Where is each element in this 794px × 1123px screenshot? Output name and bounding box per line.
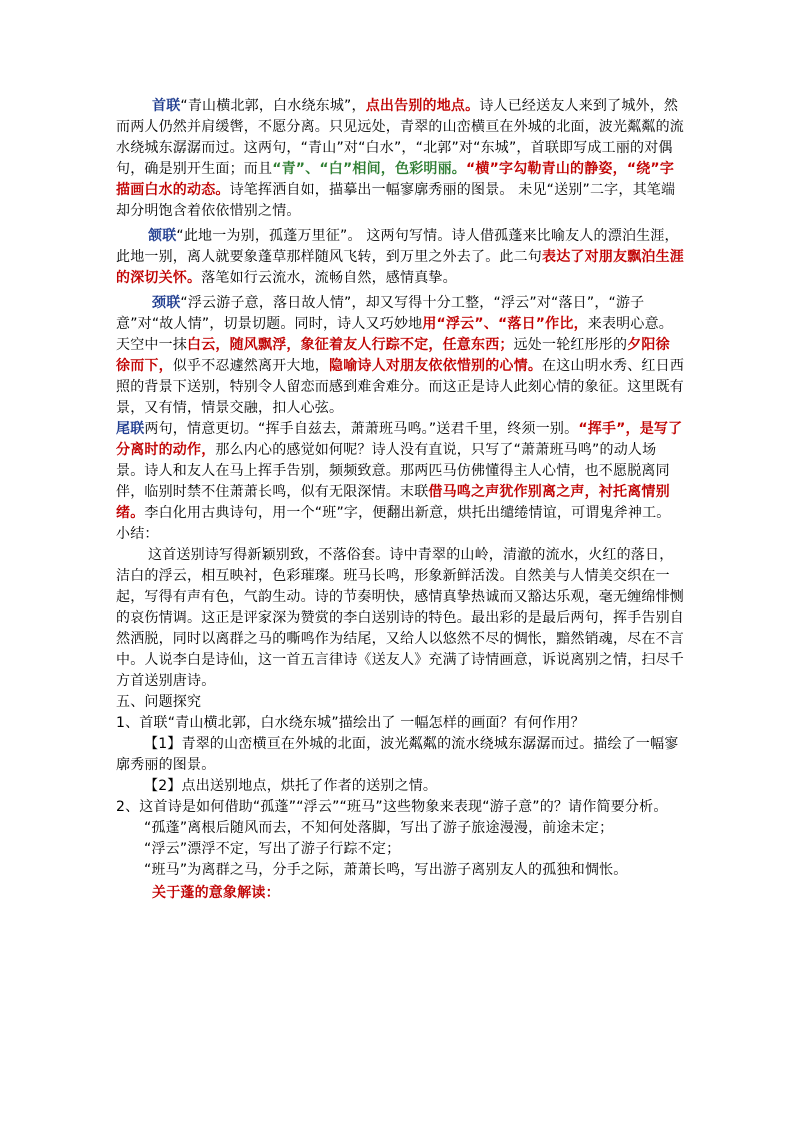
text: 诗笔挥洒自如，描摹出一幅寥廓秀丽的图景。 未见“送别”二字，其笔端却分明饱含着依依惜别之情。 — [116, 182, 676, 219]
highlight: 隐喻诗人对朋友依依惜别的心情。 — [329, 358, 543, 374]
text: 在这山明水秀、红日西照的背景下送别，特别令人留恋而感到难舍难分。而这正是诗人此刻心情的象征。这里既有景，又有情，情景交融，扣人心弦。 — [116, 358, 685, 416]
section-title: 五、问题探究 — [116, 694, 202, 710]
text: 来表明心意。天空中一抹 — [116, 316, 673, 353]
answer-2-1: “孤蓬”离根后随风而去，不知何处落脚，写出了游子旅途漫漫，前途未定； — [144, 820, 614, 836]
label-jinglian: 颈联 — [152, 295, 181, 311]
answer-1-1: 【1】青翠的山峦横亘在外城的北面，波光粼粼的流水绕城东潺潺而过。描绘了一幅寥廓秀丽的图景。 — [116, 736, 679, 773]
text: 落笔如行云流水，流畅自然，感情真挚。 — [201, 270, 457, 286]
highlight: “横”字勾勒青山的静姿，“绕”字描画白水的动态。 — [116, 161, 675, 198]
label-weilian: 尾联 — [116, 421, 145, 437]
summary-text: 这首送别诗写得新颖别致，不落俗套。诗中青翠的山岭，清澈的流水，火红的落日，洁白的浮云，相互映衬，色彩璀璨。班马长鸣，形象新鲜活泼。自然美与人情美交织在一起，写得有声有色，气韵生动。诗的节奏明快，感情真挚热诚而又豁达乐观，毫无缠绵悱恻的哀伤情调。这正是评家深为赞赏的李白送别诗的特色。最出彩的是最后两句，挥手告别自然洒脱，同时以离群之马的嘶鸣作为结尾，又给人以悠然不尽的惆怅，黯然销魂，尽在不言中。人说李白是诗仙，这一首五言律诗《送友人》充满了诗情画意，诉说离别之情，扫尽千方首送别唐诗。 — [116, 547, 684, 689]
question-2: 2、这首诗是如何借助“孤蓬”“浮云”“班马”这些物象来表现“游子意”的？请作简要分析。 — [116, 799, 668, 815]
highlight: 点出告别的地点。 — [365, 98, 480, 114]
text: “此地一为别，孤蓬万里征”。 这两句写情。诗人借孤蓬来比喻友人的漂泊生涯，此地一别，离人就要象蓬草那样随风飞转，到万里之外去了。此二句 — [116, 228, 679, 265]
imagery-heading — [116, 883, 684, 904]
text: 那么内心的感觉如何呢？诗人没有直说，只写了“萧萧班马鸣”的动人场景。诗人和友人在马上挥手告别，频频致意。那两匹马仿佛懂得主人心情，也不愿脱离同伴，临别时禁不住萧萧长鸣，似有无限深情。末联 — [116, 442, 670, 500]
text: 似乎不忍遽然离开大地， — [172, 358, 330, 374]
question-1: 1、首联“青山横北郭，白水绕东城”描绘出了 一幅怎样的画面？有何作用？ — [116, 715, 585, 731]
label-shoulian: 首联 — [152, 98, 181, 114]
text: 诗人已经送友人来到了城外，然而两人仍然并肩缓辔，不愿分离。只见远处，青翠的山峦横亘在外城的北面，波光粼粼的流水绕城东潺潺而过。这两句，“青山”对“白水”，“北郭”对“东城”，首联即写成工丽的对偶句，确是别开生面；而且 — [116, 98, 684, 177]
highlight: 表达了对朋友飘泊生涯的深切关怀。 — [116, 249, 684, 286]
highlight: 借马鸣之声犹作别离之声，衬托离情别绪。 — [116, 484, 670, 521]
highlight: 用“浮云”、“落日”作比， — [422, 316, 588, 332]
text: 两句，情意更切。“挥手自兹去，萧萧班马鸣。”送君千里，终须一别。 — [144, 421, 579, 437]
highlight: 白云，随风飘浮，象征着友人行踪不定，任意东西； — [187, 337, 514, 353]
answer-2-2: “浮云”漂浮不定，写出了游子行踪不定； — [144, 841, 401, 857]
highlight: 夕阳徐徐而下， — [116, 337, 670, 374]
answer-1-2: 【2】点出送别地点，烘托了作者的送别之情。 — [144, 778, 438, 794]
text: “浮云游子意，落日故人情”，却又写得十分工整，“浮云”对“落日”，“游子意”对“故人情”，切景切题。同时，诗人又巧妙地 — [116, 295, 645, 332]
summary-label: 小结： — [116, 526, 159, 542]
paragraph-weilian — [116, 419, 684, 524]
text: 远处一轮红彤彤的 — [513, 337, 628, 353]
paragraph-jinglian — [116, 293, 684, 419]
label-hanlian: 颔联 — [148, 228, 177, 244]
text: 李白化用古典诗句，用一个“班”字，便翻出新意，烘托出缱绻情谊，可谓鬼斧神工。 — [144, 505, 671, 521]
paragraph-hanlian — [116, 226, 684, 289]
document-body — [116, 96, 684, 904]
text: “青山横北郭，白水绕东城”， — [180, 98, 366, 114]
heading-text: 关于蓬的意象解读： — [152, 885, 280, 901]
answer-2-3: “班马”为离群之马，分手之际，萧萧长鸣，写出游子离别友人的孤独和惆怅。 — [144, 862, 628, 878]
highlight: “挥手”，是写了分离时的动作， — [116, 421, 683, 458]
paragraph-shoulian — [116, 96, 684, 222]
highlight: “青”、“白”相间，色彩明丽。 — [272, 161, 467, 177]
